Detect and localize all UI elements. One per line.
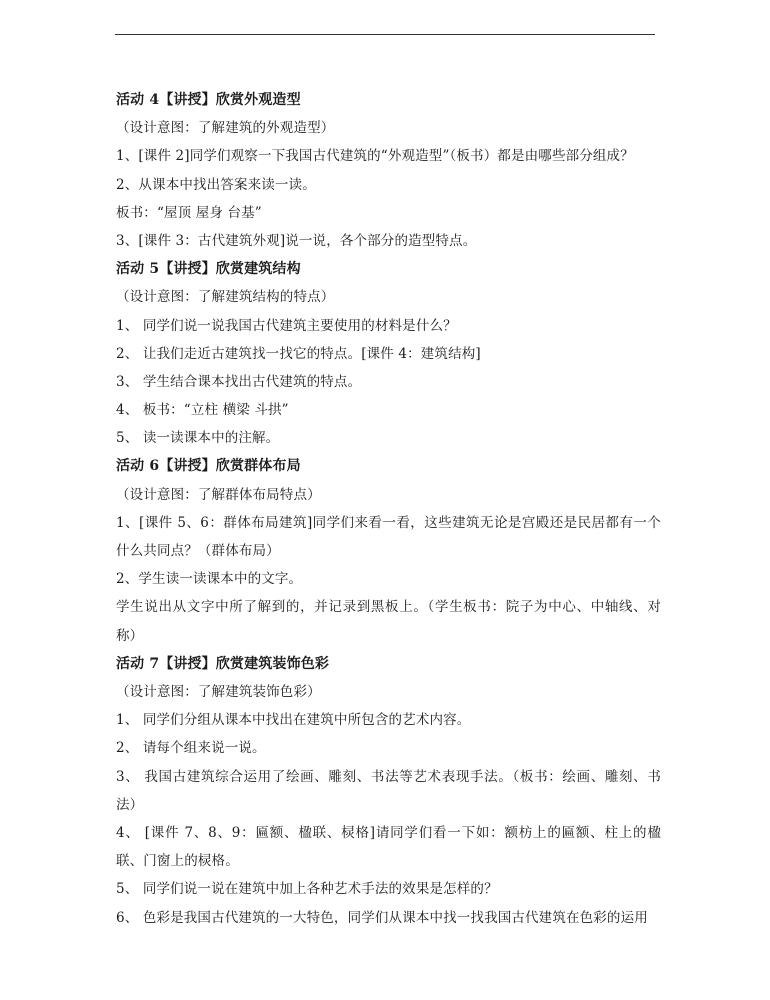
paragraph: 学生说出从文字中所了解到的，并记录到黑板上。（学生板书：院子为中心、中轴线、对称） — [116, 599, 661, 644]
list-item: 1、 同学们分组从课本中找出在建筑中所包含的艺术内容。 — [116, 712, 471, 729]
list-item: 1、[课件 2]同学们观察一下我国古代建筑的“外观造型”（板书）都是由哪些部分组成？ — [116, 148, 634, 165]
section-heading-activity-5: 活动 5【讲授】欣赏建筑结构 — [116, 261, 301, 278]
section-heading-activity-4: 活动 4【讲授】欣赏外观造型 — [116, 92, 301, 108]
list-item: 板书：“屋顶 屋身 台基” — [116, 204, 262, 221]
design-intent-activity-7: （设计意图：了解建筑装饰色彩） — [116, 684, 321, 700]
section-heading-activity-6: 活动 6【讲授】欣赏群体布局 — [116, 458, 301, 475]
list-item: 3、 学生结合课本找出古代建筑的特点。 — [116, 373, 362, 390]
list-item: 3、[课件 3：古代建筑外观]说一说，各个部分的造型特点。 — [116, 232, 477, 249]
design-intent-activity-4: （设计意图：了解建筑的外观造型） — [116, 120, 335, 137]
list-item: 2、 让我们走近古建筑找一找它的特点。[课件 4：建筑结构] — [116, 345, 481, 362]
list-item: 2、从课本中找出答案来读一读。 — [116, 176, 316, 193]
document-body — [116, 86, 661, 932]
paragraph: 4、 [课件 7、8、9：匾额、楹联、棂格]请同学们看一下如：额枋上的匾额、柱上的楹联、门窗上的棂格。 — [116, 824, 661, 870]
list-item: 2、 请每个组来说一说。 — [116, 740, 266, 757]
design-intent-activity-5: （设计意图：了解建筑结构的特点） — [116, 289, 335, 306]
list-item: 1、 同学们说一说我国古代建筑主要使用的材料是什么？ — [116, 317, 457, 334]
list-item: 5、 同学们说一说在建筑中加上各种艺术手法的效果是怎样的？ — [116, 881, 498, 898]
list-item: 4、 板书：“立柱 横梁 斗拱” — [116, 402, 289, 419]
header-rule — [115, 34, 655, 35]
list-item: 5、 读一读课本中的注解。 — [116, 430, 280, 447]
paragraph: 3、 我国古建筑综合运用了绘画、雕刻、书法等艺术表现手法。（板书：绘画、雕刻、书法） — [116, 768, 661, 813]
section-heading-activity-7: 活动 7【讲授】欣赏建筑装饰色彩 — [116, 655, 330, 672]
design-intent-activity-6: （设计意图：了解群体布局特点） — [116, 486, 321, 503]
list-item: 6、 色彩是我国古代建筑的一大特色，同学们从课本中找一找我国古代建筑在色彩的运用 — [116, 909, 648, 926]
paragraph: 1、[课件 5、6：群体布局建筑]同学们来看一看，这些建筑无论是宫殿还是民居都有一个什么共同点？（群体布局） — [116, 514, 661, 560]
list-item: 2、学生读一读课本中的文字。 — [116, 571, 303, 588]
